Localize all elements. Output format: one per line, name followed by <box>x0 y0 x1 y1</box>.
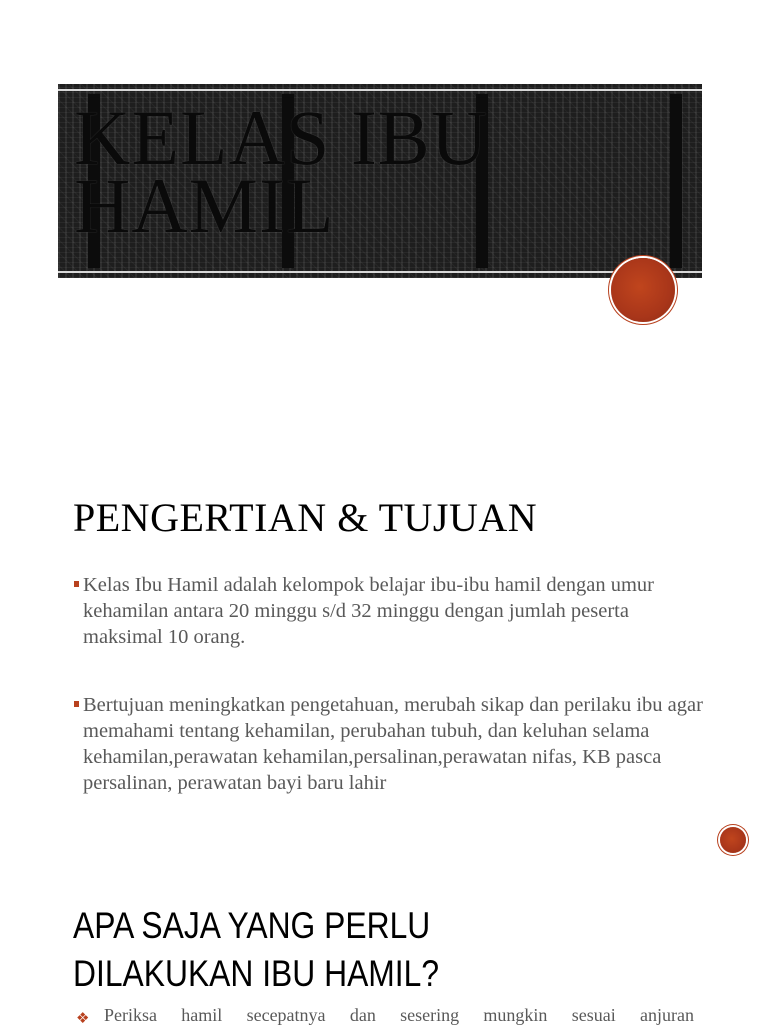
heading-line-2: DILAKUKAN IBU HAMIL? <box>73 953 440 994</box>
title-banner <box>58 84 702 278</box>
bullet-text: Kelas Ibu Hamil adalah kelompok belajar ibu-ibu hamil dengan umur kehamilan antara 20 minggu s/d 32 minggu dengan jumlah peserta maksimal 10 orang. <box>83 574 654 648</box>
list-item <box>74 572 704 650</box>
todo-slide <box>0 880 768 1027</box>
slide-heading: PENGERTIAN & TUJUAN <box>73 495 538 540</box>
square-bullet-icon <box>74 581 79 587</box>
square-bullet-icon <box>74 701 79 707</box>
diamond-bullet-icon: ❖ <box>76 1009 90 1027</box>
banner-stripe <box>670 94 682 268</box>
orange-circle-icon <box>720 827 746 853</box>
heading-line-1: APA SAJA YANG PERLU <box>73 905 431 946</box>
title-line-1: KELAS IBU <box>74 94 489 181</box>
title-slide <box>0 0 768 440</box>
slide-heading <box>73 902 439 998</box>
list-item <box>74 692 704 796</box>
title-line-2: HAMIL <box>74 162 335 249</box>
bullet-list <box>74 572 704 796</box>
list-item <box>74 1004 694 1026</box>
definition-slide <box>0 440 768 880</box>
bullet-text: Periksa hamil secepatnya dan sesering mungkin sesuai anjuran <box>104 1005 694 1025</box>
orange-circle-icon <box>611 258 675 322</box>
bullet-text: Bertujuan meningkatkan pengetahuan, merubah sikap dan perilaku ibu agar memahami tentang kehamilan, perubahan tubuh, dan keluhan selama kehamilan,perawatan kehamilan,persalinan,perawatan nifas, KB pasca persalinan, perawatan bayi baru lahir <box>83 694 703 794</box>
presentation-title <box>74 94 489 249</box>
bullet-list <box>74 1004 694 1026</box>
